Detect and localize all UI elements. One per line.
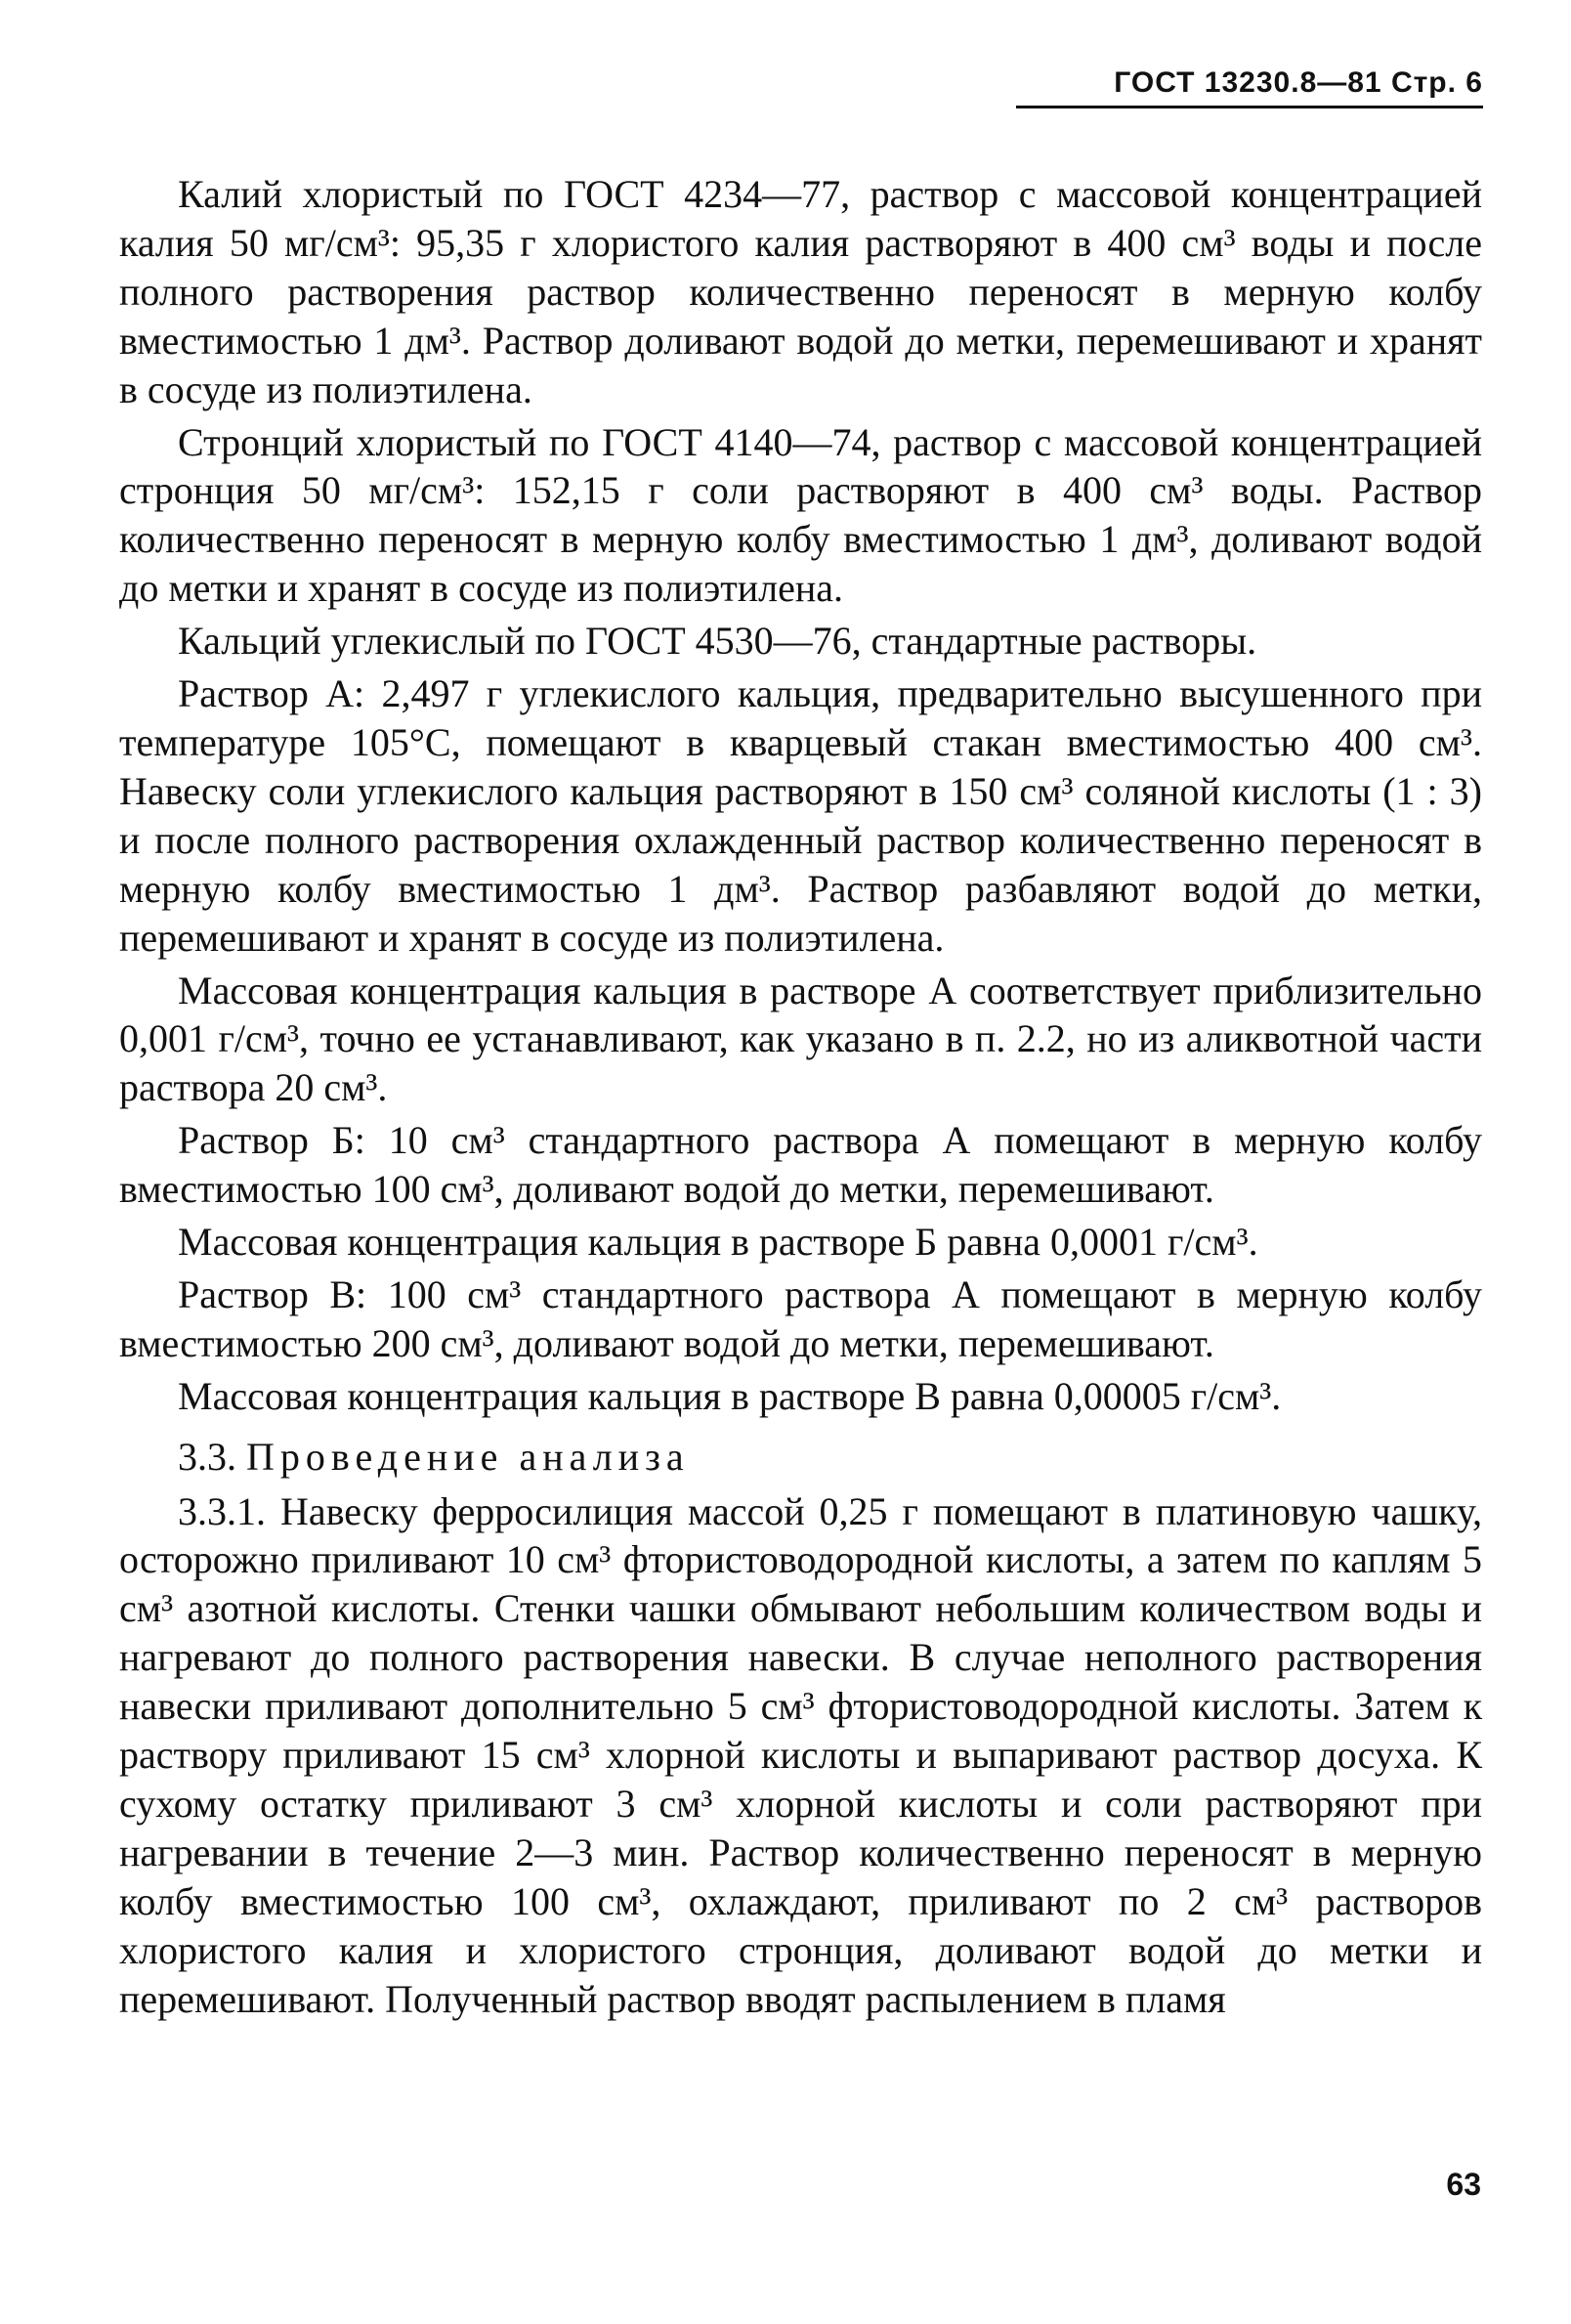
paragraph-calcium-carbonate: Кальций углекислый по ГОСТ 4530—76, стандартные растворы.: [178, 619, 1257, 664]
paragraph-solution-b-concentration: Массовая концентрация кальция в растворе Б равна 0,0001 г/см³.: [178, 1220, 1258, 1265]
section-title: Проведение анализа: [246, 1434, 690, 1479]
section-heading: [119, 1433, 1482, 1482]
section-number: 3.3.: [178, 1434, 236, 1479]
paragraph-solution-a: Раствор А: 2,497 г углекислого кальция, предварительно высушенного при температуре 105°С, помещают в кварцевый стакан вместимостью 400 см³. Навеску соли углекислого кальция растворяют в 150 см³ соляной кислоты (1 : 3) и после полного растворения охлажденный раствор количественно переносят в мерную колбу вместимостью 1 дм³. Раствор разбавляют водой до метки, перемешивают и хранят в сосуде из полиэтилена.: [119, 671, 1482, 960]
page-number: 63: [1446, 2167, 1481, 2202]
page-header: ГОСТ 13230.8—81 Стр. 6: [1016, 66, 1483, 108]
paragraph-strontium-chloride: Стронций хлористый по ГОСТ 4140—74, раствор с массовой концентрацией стронция 50 мг/см³: 152,15 г соли растворяют в 400 см³ воды. Раствор количественно переносят в мерную колбу вместимостью 1 дм³, доливают водой до метки и хранят в сосуде из полиэтилена.: [119, 419, 1482, 611]
paragraph-procedure: 3.3.1. Навеску ферросилиция массой 0,25 г помещают в платиновую чашку, осторожно приливают 10 см³ фтористоводородной кислоты, а затем по каплям 5 см³ азотной кислоты. Стенки чашки обмывают небольшим количеством воды и нагревают до полного растворения навески. В случае неполного растворения навески приливают дополнительно 5 см³ фтористоводородной кислоты. Затем к раствору приливают 15 см³ хлорной кислоты и выпаривают раствор досуха. К сухому остатку приливают 3 см³ хлорной кислоты и соли растворяют при нагревании в течение 2—3 мин. Раствор количественно переносят в мерную колбу вместимостью 100 см³, охлаждают, приливают по 2 см³ растворов хлористого калия и хлористого стронция, доливают водой до метки и перемешивают. Полученный раствор вводят распылением в пламя: [119, 1488, 1482, 2021]
paragraph-solution-a-concentration: Массовая концентрация кальция в растворе А соответствует приблизительно 0,001 г/см³, точно ее устанавливают, как указано в п. 2.2, но из аликвотной части раствора 20 см³.: [119, 968, 1482, 1110]
document-body: [119, 170, 1482, 2024]
paragraph-solution-v: Раствор В: 100 см³ стандартного раствора А помещают в мерную колбу вместимостью 200 см³, доливают водой до метки, перемешивают.: [119, 1271, 1482, 1365]
paragraph-solution-v-concentration: Массовая концентрация кальция в растворе В равна 0,00005 г/см³.: [178, 1373, 1282, 1418]
paragraph-potassium-chloride: Калий хлористый по ГОСТ 4234—77, раствор с массовой концентрацией калия 50 мг/см³: 95,35 г хлористого калия растворяют в 400 см³ воды и после полного растворения раствор количественно переносят в мерную колбу вместимостью 1 дм³. Раствор доливают водой до метки, перемешивают и хранят в сосуде из полиэтилена.: [119, 172, 1482, 411]
paragraph-solution-b: Раствор Б: 10 см³ стандартного раствора А помещают в мерную колбу вместимостью 100 см³, доливают водой до метки, перемешивают.: [119, 1118, 1482, 1212]
